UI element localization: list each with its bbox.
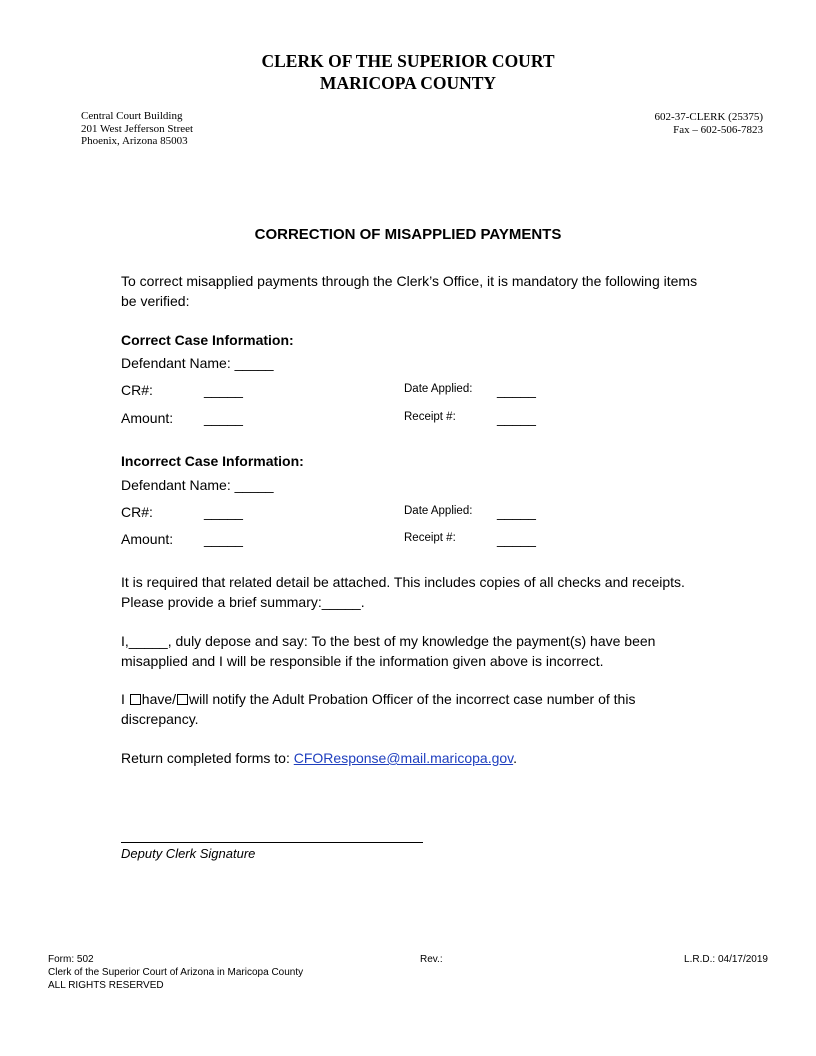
return-paragraph	[121, 748, 711, 768]
correct-case-heading: Correct Case Information:	[121, 332, 294, 348]
notify-option-will: will notify the Adult Probation Officer of the incorrect case number of this discrepancy.	[121, 691, 636, 727]
incorrect-defendant-row	[121, 475, 711, 495]
incorrect-receipt-label: Receipt #:	[404, 532, 456, 544]
defendant-name-label: Defendant Name:	[121, 355, 231, 371]
address-line: Phoenix, Arizona 85003	[81, 135, 188, 147]
correct-receipt-blank[interactable]: _____	[497, 410, 536, 426]
court-contact	[655, 111, 763, 136]
deposition-name-blank[interactable]: _____	[128, 633, 168, 649]
address-line: 201 West Jefferson Street	[81, 122, 194, 135]
email-link[interactable]: CFOResponse@mail.maricopa.gov	[293, 750, 514, 766]
notify-prefix: I	[121, 691, 125, 707]
court-title-line2: MARICOPA COUNTY	[319, 73, 497, 93]
signature-line[interactable]	[121, 842, 423, 843]
phone-number: 602-37-CLERK (25375)	[654, 111, 763, 123]
address-line: Central Court Building	[81, 110, 183, 122]
incorrect-date-blank[interactable]: _____	[497, 504, 536, 520]
incorrect-cr-label: CR#:	[121, 504, 153, 520]
incorrect-receipt-blank[interactable]: _____	[497, 531, 536, 547]
court-title-line1: CLERK OF THE SUPERIOR COURT	[261, 51, 555, 71]
correct-cr-label: CR#:	[121, 382, 153, 398]
summary-blank[interactable]: _____	[321, 594, 361, 610]
footer-court-name: Clerk of the Superior Court of Arizona in Maricopa County	[48, 967, 304, 978]
notify-paragraph	[121, 689, 711, 729]
footer-lrd-date: L.R.D.: 04/17/2019	[684, 954, 768, 965]
footer-form-number: Form: 502	[48, 954, 94, 965]
footer-revision: Rev.:	[420, 954, 443, 965]
return-text: Return completed forms to:	[121, 750, 294, 766]
required-detail-text: It is required that related detail be attached. This includes copies of all checks and receipts. Please provide a brief summary:	[121, 574, 685, 610]
deposition-start: I,	[121, 633, 129, 649]
have-checkbox[interactable]	[130, 694, 141, 705]
footer-rights: ALL RIGHTS RESERVED	[48, 980, 164, 991]
correct-receipt-label: Receipt #:	[404, 411, 456, 423]
correct-date-label: Date Applied:	[404, 383, 473, 395]
required-detail-end: .	[360, 594, 365, 610]
incorrect-cr-blank[interactable]: _____	[204, 504, 243, 520]
deposition-text: , duly depose and say: To the best of my knowledge the payment(s) have been misapplied and I will be responsible if the information given above is incorrect.	[121, 633, 656, 669]
form-title: CORRECTION OF MISAPPLIED PAYMENTS	[254, 226, 562, 243]
return-end: .	[513, 750, 518, 766]
footer-left	[48, 953, 303, 992]
correct-date-blank[interactable]: _____	[497, 382, 536, 398]
defendant-name-blank[interactable]: _____	[234, 477, 274, 493]
defendant-name-blank[interactable]: _____	[234, 355, 274, 371]
intro-paragraph: To correct misapplied payments through the Clerk’s Office, it is mandatory the following items be verified:	[121, 273, 698, 309]
incorrect-date-label: Date Applied:	[404, 505, 473, 517]
required-detail-paragraph	[121, 572, 711, 612]
correct-cr-blank[interactable]: _____	[204, 382, 243, 398]
notify-option-have: have/	[141, 691, 177, 707]
court-address	[81, 110, 193, 148]
will-checkbox[interactable]	[177, 694, 188, 705]
incorrect-amount-blank[interactable]: _____	[204, 531, 243, 547]
incorrect-amount-label: Amount:	[121, 531, 174, 547]
signature-label: Deputy Clerk Signature	[121, 846, 256, 861]
correct-defendant-row	[121, 353, 711, 373]
court-title	[0, 50, 816, 94]
deposition-paragraph	[121, 631, 711, 671]
incorrect-case-heading: Incorrect Case Information:	[121, 453, 304, 469]
defendant-name-label: Defendant Name:	[121, 477, 231, 493]
correct-amount-blank[interactable]: _____	[204, 410, 243, 426]
fax-number: Fax – 602-506-7823	[673, 123, 763, 136]
correct-amount-label: Amount:	[121, 410, 174, 426]
